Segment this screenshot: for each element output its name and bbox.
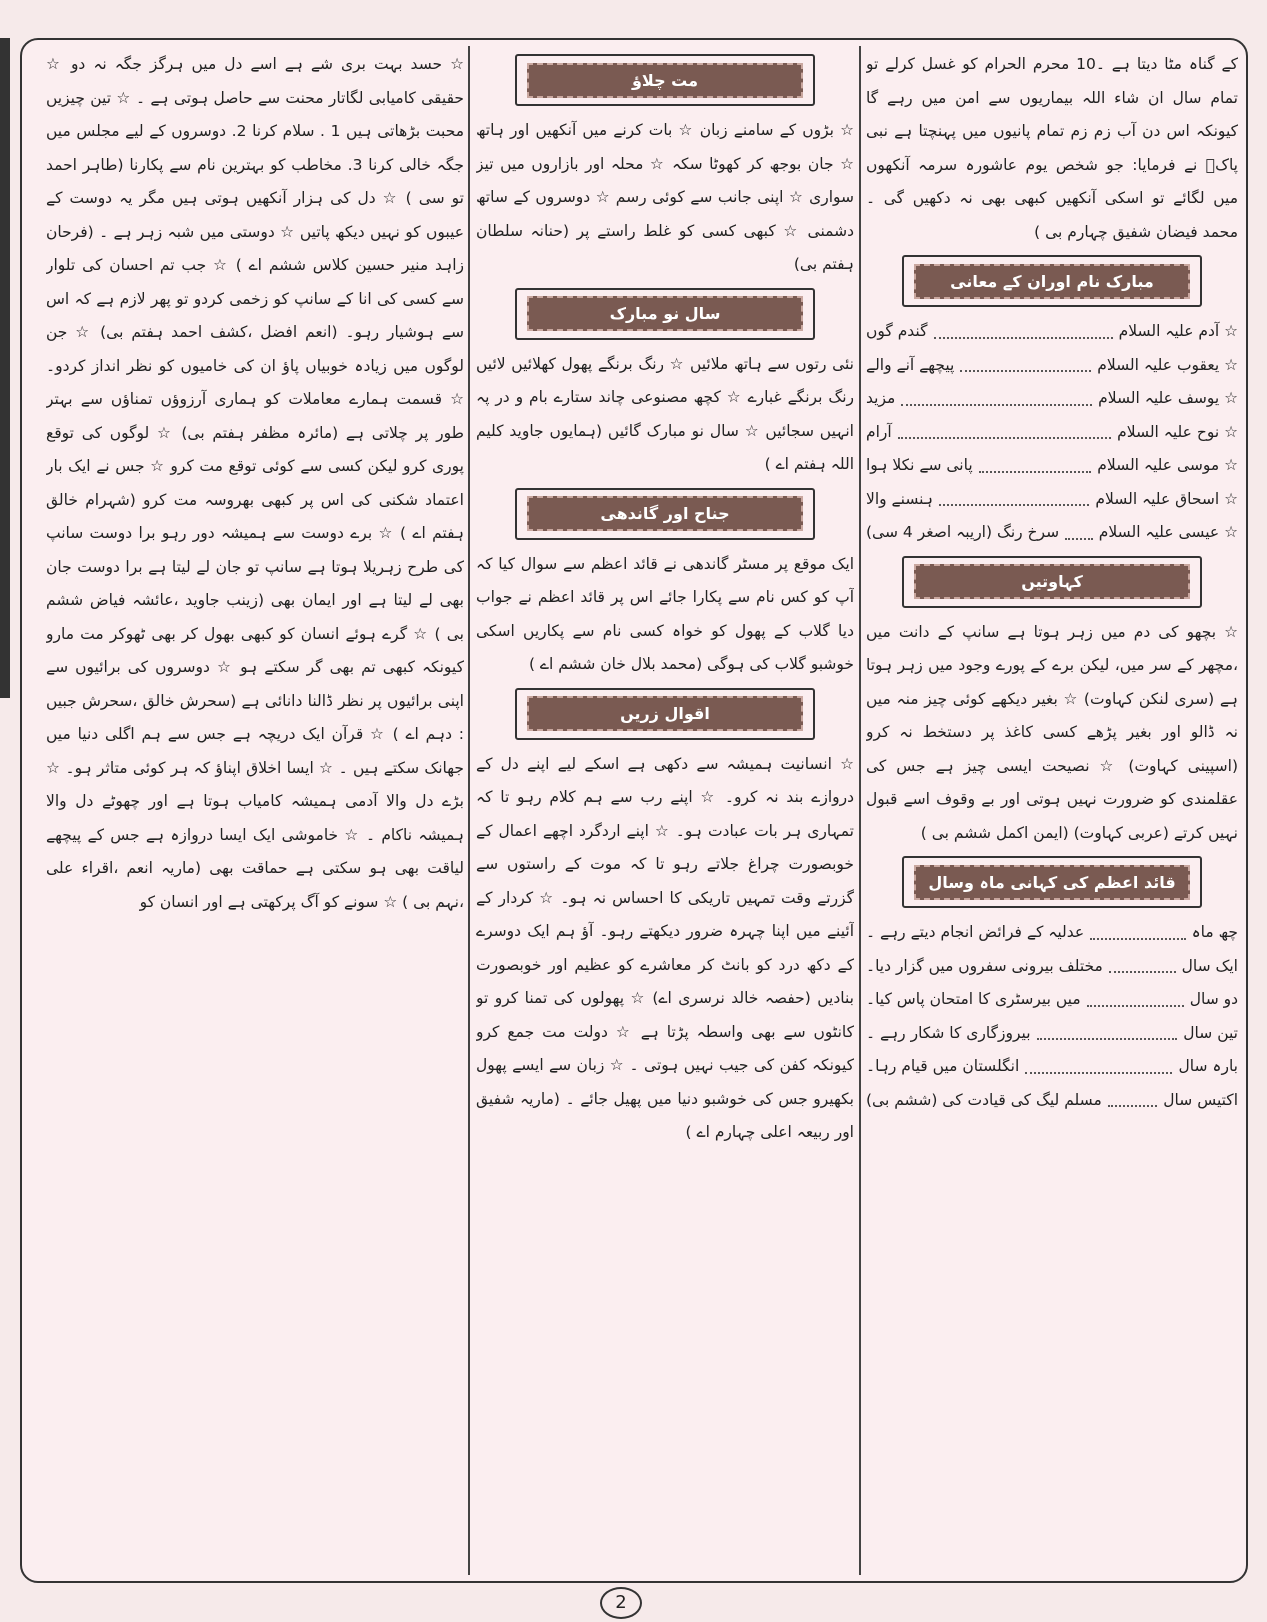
list-item: ☆ اسحاق علیہ السلام ہنسنے والا bbox=[866, 483, 1238, 517]
list-item: ☆ یوسف علیہ السلام مزید bbox=[866, 382, 1238, 416]
section-banner-new-year: سال نو مبارک bbox=[515, 288, 815, 340]
column-left bbox=[46, 48, 464, 1573]
list-item: ☆ نوح علیہ السلام آرام bbox=[866, 416, 1238, 450]
list-item: ☆ موسی علیہ السلام پانی سے نکلا ہوا bbox=[866, 449, 1238, 483]
list-item: دو سال میں بیرسٹری کا امتحان پاس کیا۔ bbox=[866, 983, 1238, 1017]
page-number: 2 bbox=[600, 1587, 642, 1619]
column-divider bbox=[468, 46, 470, 1575]
list-item: ایک سال مختلف بیرونی سفروں میں گزار دیا۔ bbox=[866, 950, 1238, 984]
names-list bbox=[866, 315, 1238, 550]
newsletter-page bbox=[20, 38, 1248, 1583]
sayings-paragraph: ☆ انسانیت ہمیشہ سے دکھی ہے اسکے لیے اپنے دل کے دروازے بند نہ کرو۔ ☆ اپنے رب سے ہم کلام رہو تا کہ تمہاری ہر بات عبادت ہو۔ ☆ اپنے اردگرد اچھے اعمال کے خوبصورت چراغ جلاتے رہو تا کہ موت کے راستوں سے گزرتے وقت تمہیں تاریکی کا احساس نہ ہو۔ ☆ کردار کے آئینے میں اپنا چہرہ ضرور دیکھتے رہو۔ آؤ ہم ایک دوسرے کے دکھ درد کو بانٹ کر معاشرے کو عظیم اور خوبصورت بنادیں (حفصہ خالد نرسری اے) ☆ پھولوں کی تمنا کرو تو کانٹوں سے بھی واسطہ پڑتا ہے ☆ دولت مت جمع کرو کیونکہ کفن کی جیب نہیں ہوتی ۔ ☆ زبان سے ایسے پھول بکھیرو جس کی خوشبو دنیا میں پھیل جائے ۔ (ماریہ شفیق اور ربیعہ اعلی چہارم اے ) bbox=[476, 754, 854, 1141]
jinnah-gandhi-paragraph: ایک موقع پر مسٹر گاندھی نے قائد اعظم سے سوال کیا کہ آپ کو کس نام سے پکارا جائے اس پر قائد اعظم نے جواب دیا گلاب کے پھول کو خواہ کسی نام سے پکاریں اسکی خوشبو گلاب کی ہوگی (محمد بلال خان ششم اے ) bbox=[476, 554, 854, 673]
proverbs-paragraph: ☆ بچھو کی دم میں زہر ہوتا ہے سانپ کے دانت میں ،مچھر کے سر میں، لیکن برے کے پورے وجود میں زہر ہوتا ہے (سری لنکن کہاوت) ☆ بغیر دیکھے کوئی چیز منہ میں نہ ڈالو اور بغیر پڑھے کسی کاغذ پر دستخط نہ کرو (اسپینی کہاوت) ☆ نصیحت ایسی چیز ہے جس کی عقلمندی کو ضرورت نہیں ہوتی اور بے وقوف اسے قبول نہیں کرتے (عربی کہاوت) (ایمن اکمل ششم بی ) bbox=[866, 622, 1238, 842]
years-list bbox=[866, 916, 1238, 1117]
quotes-paragraph: ☆ حسد بہت بری شے ہے اسے دل میں ہرگز جگہ نہ دو ☆ حقیقی کامیابی لگاتار محنت سے حاصل ہوتی ہے ۔ ☆ تین چیزیں محبت بڑھاتی ہیں 1 . سلام کرنا 2. دوسروں کے لیے مجلس میں جگہ خالی کرنا 3. مخاطب کو بہترین نام سے پکارنا (طاہر احمد تو سی ) ☆ دل کی ہزار آنکھیں ہوتی ہیں مگر یہ دوست کے عیبوں کو نہیں دیکھ پاتیں ☆ دوستی میں شبہ زہر ہے ۔ (فرحان زاہد منیر حسین کلاس ششم اے ) ☆ جب تم احسان کی تلوار سے کسی کی انا کے سانپ کو زخمی کردو تو پھر لازم ہے کہ اس سے ہوشیار رہو۔ (انعم افضل ،کشف احمد ہفتم بی) ☆ جن لوگوں میں زیادہ خوبیاں پاؤ ان کی خامیوں کو نظر انداز کردو۔ ☆ قسمت ہمارے معاملات کو ہماری آرزوؤں تمناؤں سے بہتر طور پر چلاتی ہے (مائرہ مظفر ہفتم بی) ☆ لوگوں کی توقع پوری کرو لیکن کسی سے کوئی توقع مت کرو ☆ جس نے ایک بار اعتماد شکنی کی اس پر کبھی بھروسہ مت کرو (شہرام خالق ہفتم اے ) ☆ برے دوست سے ہمیشہ دور رہو برا دوست سانپ کی طرح زہریلا ہوتا ہے سانپ تو جان لے لیتا ہے برا دوست جان بھی لے لیتا ہے اور ایمان بھی (زینب جاوید ،عائشہ فیاض ششم بی ) ☆ گرے ہوئے انسان کو کبھی بھول کر بھی ٹھوکر مت مارو کیونکہ کبھی تم بھی گر سکتے ہو ☆ دوسروں کی برائیوں سے اپنی برائیوں پر نظر ڈالنا دانائی ہے (سحرش خالق ،سحرش جبیں : دہم اے ) ☆ قرآن ایک دریچہ ہے جس سے ہم اگلی دنیا میں جھانک سکتے ہیں ۔ ☆ ایسا اخلاق اپناؤ کہ ہر کوئی متاثر ہو۔ ☆ بڑے دل والا آدمی ہمیشہ کامیاب ہوتا ہے اور چھوٹے دل والا ہمیشہ ناکام ۔ ☆ خاموشی ایک ایسا دروازہ ہے جس کے پیچھے لیاقت بھی ہو سکتی ہے حماقت بھی (ماریہ انعم ،اقراء علی ،نہم بی ) ☆ سونے کو آگ پرکھتی ہے اور انسان کو bbox=[46, 55, 464, 911]
section-banner-jinnah-gandhi: جناح اور گاندھی bbox=[515, 488, 815, 540]
list-item: ☆ یعقوب علیہ السلام پیچھے آنے والے bbox=[866, 349, 1238, 383]
section-banner-proverbs: کہاوتیں bbox=[902, 556, 1202, 608]
list-item: چھ ماہ عدلیہ کے فرائض انجام دیتے رہے ۔ bbox=[866, 916, 1238, 950]
section-banner-sayings: اقوال زریں bbox=[515, 688, 815, 740]
new-year-poem: نئی رتوں سے ہاتھ ملائیں ☆ رنگ برنگے پھول کھلائیں لائیں رنگ برنگے غبارے ☆ کچھ مصنوعی چاند ستارے بام و در پہ انہیں سجائیں ☆ سال نو مبارک گائیں (ہمایوں جاوید کلیم اللہ ہفتم اے ) bbox=[476, 354, 854, 473]
column-right bbox=[866, 48, 1238, 1573]
binding-edge bbox=[0, 38, 10, 698]
section-banner-quaid: قائد اعظم کی کہانی ماہ وسال bbox=[902, 856, 1202, 908]
list-item: بارہ سال انگلستان میں قیام رہا۔ bbox=[866, 1050, 1238, 1084]
section-banner-names: مبارک نام اوران کے معانی bbox=[902, 255, 1202, 307]
list-item: تین سال بیروزگاری کا شکار رہے ۔ bbox=[866, 1017, 1238, 1051]
section-banner-dont: مت چلاؤ bbox=[515, 54, 815, 106]
ashura-paragraph: کے گناہ مٹا دیتا ہے ۔10 محرم الحرام کو غسل کرلے تو تمام سال ان شاء اللہ بیماریوں سے امن میں رہے گا کیونکہ اس دن آب زم زم تمام پانیوں میں پہنچتا ہے نبی پاکؐ نے فرمایا: جو شخص یوم عاشورہ سرمہ آنکھوں میں لگائے تو اسکی آنکھیں کبھی بھی نہ دکھیں گی ۔ محمد فیضان شفیق چہارم بی ) bbox=[866, 55, 1238, 241]
list-item: ☆ عیسی علیہ السلام سرخ رنگ (اریبہ اصغر 4 سی) bbox=[866, 516, 1238, 550]
dont-paragraph: ☆ بڑوں کے سامنے زبان ☆ بات کرنے میں آنکھیں اور ہاتھ ☆ جان بوجھ کر کھوٹا سکہ ☆ محلہ اور بازاروں میں تیز سواری ☆ اپنی جانب سے کوئی رسم ☆ دوسروں کے ساتھ دشمنی ☆ کبھی کسی کو غلط راستے پر (حنانہ سلطان ہفتم بی) bbox=[476, 121, 854, 273]
column-divider bbox=[859, 46, 861, 1575]
list-item: اکتیس سال مسلم لیگ کی قیادت کی (ششم بی) bbox=[866, 1084, 1238, 1118]
list-item: ☆ آدم علیہ السلام گندم گوں bbox=[866, 315, 1238, 349]
column-middle bbox=[476, 48, 854, 1573]
